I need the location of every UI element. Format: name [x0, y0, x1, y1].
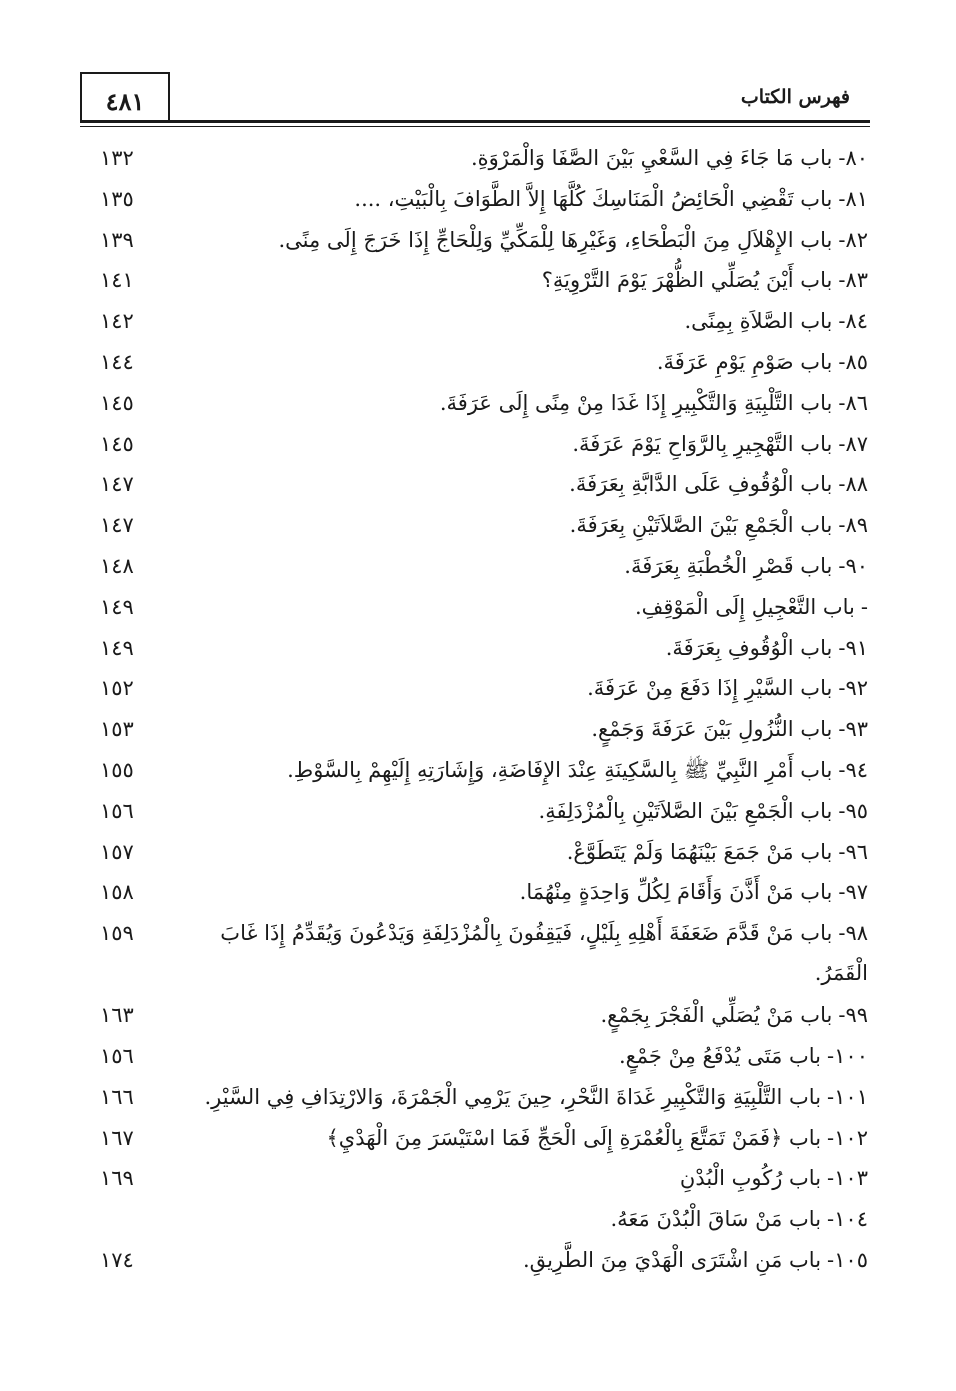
- entry-title: [170, 424, 870, 465]
- entry-text: باب مَنْ أَذَّنَ وَأَقَامَ لِكُلِّ وَاحِدَةٍ مِنْهُمَا.: [519, 880, 833, 905]
- entry-page-number: ١٥٢: [100, 676, 134, 701]
- entry-number: ٨٢-: [838, 227, 868, 252]
- index-entry: [100, 1118, 870, 1159]
- entry-title: [170, 1036, 870, 1077]
- index-entry: [100, 383, 870, 424]
- index-entry: [100, 260, 870, 301]
- index-entry: [100, 138, 870, 179]
- entry-title: [170, 1158, 870, 1199]
- page-number-box: [80, 72, 170, 120]
- entry-number: ١٠٥-: [827, 1247, 868, 1272]
- index-entry: [100, 791, 870, 832]
- entry-text: باب الصَّلاَةِ بِمِنًى.: [684, 309, 833, 334]
- entry-number: ٩٧-: [838, 880, 868, 905]
- entry-page-number: ١٣٩: [100, 227, 134, 252]
- entry-number: -: [860, 594, 868, 619]
- index-entry: [100, 709, 870, 750]
- index-entry: [100, 301, 870, 342]
- index-entry: [100, 1158, 870, 1199]
- entry-text: باب أَيْنَ يُصَلِّي الظُّهْرَ يَوْمَ التَّرْوِيَةِ؟: [541, 268, 833, 293]
- entry-page-number: ١٥٥: [100, 757, 134, 782]
- entry-number: ٩٨-: [838, 921, 868, 946]
- entry-title: [170, 301, 870, 342]
- entry-text: باب السَّيْرِ إِذَا دَفَعَ مِنْ عَرَفَةَ.: [587, 676, 833, 701]
- entry-title: [170, 832, 870, 873]
- entry-page-number: ١٣٢: [100, 146, 134, 170]
- entry-number: ٨٧-: [838, 431, 868, 456]
- entry-text: باب مَنْ جَمَعَ بَيْنَهُمَا وَلَمْ يَتَطَوَّعْ.: [566, 839, 833, 864]
- entry-number: ٨٤-: [838, 309, 868, 334]
- index-entry: [100, 424, 870, 465]
- entry-text: باب مَنِ اشْتَرَى الْهَدْيَ مِنَ الطَّرِيقِ.: [522, 1247, 822, 1272]
- entry-title: [170, 1118, 870, 1159]
- entry-title: [170, 587, 870, 628]
- entry-page-number: ١٤١: [100, 268, 134, 293]
- index-list: [100, 138, 870, 1281]
- entry-text: باب الإِهْلاَلِ مِنَ الْبَطْحَاءِ، وَغَيْرِهَا لِلْمَكِّيِّ وَلِلْحَاجِّ إِذَا خَرَجَ إِلَى مِنًى.: [278, 227, 833, 252]
- entry-title: [170, 179, 870, 220]
- index-entry: [100, 1036, 870, 1077]
- page-number: ٤٨١: [105, 87, 145, 116]
- entry-number: ١٠١-: [827, 1084, 868, 1109]
- entry-page-number: ١٣٥: [100, 186, 134, 211]
- entry-page-number: ١٧٤: [100, 1247, 134, 1272]
- entry-text: باب التَّلْبِيَةِ وَالتَّكْبِيرِ إِذَا غَدَا مِنْ مِنًى إِلَى عَرَفَةَ.: [439, 390, 833, 415]
- entry-text: باب أَمْرِ النَّبِيِّ ﷺ بِالسَّكِينَةِ عِنْدَ الإِفَاضَةِ، وَإِشَارَتِهِ إِلَيْهِمْ بِالسَّوْطِ.: [287, 757, 833, 782]
- index-entry: [100, 1240, 870, 1281]
- index-entry: [100, 546, 870, 587]
- entry-title: [170, 1240, 870, 1281]
- entry-title: [170, 872, 870, 913]
- entry-title: [170, 668, 870, 709]
- index-entry: [100, 750, 870, 791]
- entry-number: ٩٠-: [838, 553, 868, 578]
- entry-number: ٩٣-: [838, 717, 868, 742]
- entry-number: ٩٦-: [838, 839, 868, 864]
- entry-number: ٨٥-: [838, 349, 868, 374]
- entry-text: باب الْوُقُوفِ بِعَرَفَةَ.: [665, 635, 833, 660]
- entry-title: [170, 750, 870, 791]
- entry-number: ٨٣-: [838, 268, 868, 293]
- entry-number: ١٠٢-: [827, 1125, 868, 1150]
- index-entry: [100, 628, 870, 669]
- header-title: فهرس الكتاب: [740, 86, 850, 108]
- entry-page-number: ١٥٦: [100, 798, 134, 823]
- index-entry: [100, 587, 870, 628]
- entry-page-number: ١٦٣: [100, 1003, 134, 1028]
- entry-number: ٩٥-: [838, 798, 868, 823]
- entry-page-number: ١٤٨: [100, 553, 134, 578]
- entry-page-number: ١٥٨: [100, 880, 134, 905]
- page-header: [80, 72, 870, 124]
- entry-title: [170, 709, 870, 750]
- entry-title: [170, 1199, 870, 1240]
- index-entry: [100, 668, 870, 709]
- entry-number: ١٠٤-: [827, 1207, 868, 1232]
- entry-page-number: ١٤٩: [100, 635, 134, 660]
- entry-title: [170, 995, 870, 1036]
- index-entry: [100, 832, 870, 873]
- entry-page-number: ١٤٧: [100, 472, 134, 497]
- entry-number: ١٠٠-: [827, 1043, 868, 1068]
- entry-page-number: ١٤٩: [100, 594, 134, 619]
- entry-title: [170, 1077, 870, 1118]
- index-entry: [100, 1077, 870, 1118]
- entry-text: باب مَا جَاءَ فِي السَّعْيِ بَيْنَ الصَّفَا وَالْمَرْوَةِ.: [470, 146, 833, 170]
- entry-page-number: ١٤٥: [100, 390, 134, 415]
- entry-text: باب مَتَى يُدْفَعُ مِنْ جَمْعٍ.: [618, 1043, 822, 1068]
- entry-text: باب الْوُقُوفِ عَلَى الدَّابَّةِ بِعَرَفَةَ.: [569, 472, 833, 497]
- entry-text: باب الْجَمْعِ بَيْنَ الصَّلاَتَيْنِ بِعَرَفَةَ.: [569, 513, 833, 538]
- entry-page-number: ١٦٩: [100, 1166, 134, 1191]
- index-entry: [100, 179, 870, 220]
- entry-title: [170, 383, 870, 424]
- entry-number: ١٠٣-: [827, 1166, 868, 1191]
- entry-text: باب مَنْ قَدَّمَ ضَعَفَةَ أَهْلِهِ بِلَيْلٍ، فَيَقِفُونَ بِالْمُزْدَلِفَةِ وَيَدْعُونَ وَيُقَدِّمُ إِذَا غَابَ الْقَمَرُ.: [220, 921, 868, 986]
- index-entry: [100, 1199, 870, 1240]
- entry-page-number: ١٥٧: [100, 839, 134, 864]
- index-entry: [100, 872, 870, 913]
- index-entry: [100, 220, 870, 261]
- entry-page-number: ١٥٦: [100, 1043, 134, 1068]
- entry-text: باب التَّلْبِيَةِ وَالتَّكْبِيرِ غَدَاةَ النَّحْرِ، حِينَ يَرْمِي الْجَمْرَةَ، وَالارْتِدَافِ فِي السَّيْرِ.: [204, 1084, 822, 1109]
- entry-title: [170, 546, 870, 587]
- entry-text: باب مَنْ سَاقَ الْبُدْنَ مَعَهُ.: [610, 1207, 822, 1232]
- entry-text: باب رُكُوبِ الْبُدْنِ: [679, 1166, 822, 1191]
- entry-title: [170, 464, 870, 505]
- entry-text: باب التَّهْجِيرِ بِالرَّوَاحِ يَوْمَ عَرَفَةَ.: [572, 431, 833, 456]
- entry-text: باب النُّزُولِ بَيْنَ عَرَفَةَ وَجَمْعٍ.: [591, 717, 833, 742]
- entry-number: ٩٢-: [838, 676, 868, 701]
- header-rule-thin: [80, 126, 870, 127]
- header-rule-thick: [80, 120, 870, 123]
- entry-text: باب قَصْرِ الْخُطْبَةِ بِعَرَفَةَ.: [624, 553, 833, 578]
- entry-page-number: ١٥٩: [100, 921, 134, 946]
- entry-title: [170, 505, 870, 546]
- entry-number: ٨١-: [838, 186, 868, 211]
- entry-page-number: ١٦٧: [100, 1125, 134, 1150]
- entry-text: باب تَقْضِي الْحَائِضُ الْمَنَاسِكَ كُلَّهَا إِلاَّ الطَّوَافَ بِالْبَيْتِ، ....: [354, 186, 833, 211]
- entry-title: [170, 138, 870, 179]
- entry-number: ٩١-: [838, 635, 868, 660]
- entry-page-number: ١٤٧: [100, 513, 134, 538]
- entry-title: [170, 628, 870, 669]
- index-entry: [100, 913, 870, 995]
- entry-page-number: ١٤٥: [100, 431, 134, 456]
- entry-title: [170, 260, 870, 301]
- index-entry: [100, 464, 870, 505]
- entry-title: [170, 913, 870, 993]
- entry-title: [170, 791, 870, 832]
- entry-text: باب التَّعْجِيلِ إِلَى الْمَوْقِفِ.: [634, 594, 855, 619]
- index-entry: [100, 505, 870, 546]
- entry-text: باب صَوْمِ يَوْمِ عَرَفَةَ.: [656, 349, 833, 374]
- index-entry: [100, 342, 870, 383]
- entry-page-number: ١٤٤: [100, 349, 134, 374]
- entry-title: [170, 220, 870, 261]
- entry-page-number: ١٤٢: [100, 309, 134, 334]
- entry-page-number: ١٥٣: [100, 717, 134, 742]
- entry-text: باب مَنْ يُصَلِّي الْفَجْرَ بِجَمْعٍ.: [600, 1003, 833, 1028]
- entry-number: ٩٤-: [838, 757, 868, 782]
- entry-number: ٨٦-: [838, 390, 868, 415]
- entry-text: باب ﴿فَمَنْ تَمَتَّعَ بِالْعُمْرَةِ إِلَى الْحَجِّ فَمَا اسْتَيْسَرَ مِنَ الْهَدْيِ﴾: [326, 1125, 822, 1150]
- entry-text: باب الْجَمْعِ بَيْنَ الصَّلاَتَيْنِ بِالْمُزْدَلِفَةِ.: [538, 798, 833, 823]
- entry-number: ٨٩-: [838, 513, 868, 538]
- entry-number: ٨٠-: [838, 146, 868, 170]
- entry-number: ٨٨-: [838, 472, 868, 497]
- entry-title: [170, 342, 870, 383]
- entry-page-number: ١٦٦: [100, 1084, 134, 1109]
- entry-number: ٩٩-: [838, 1003, 868, 1028]
- index-entry: [100, 995, 870, 1036]
